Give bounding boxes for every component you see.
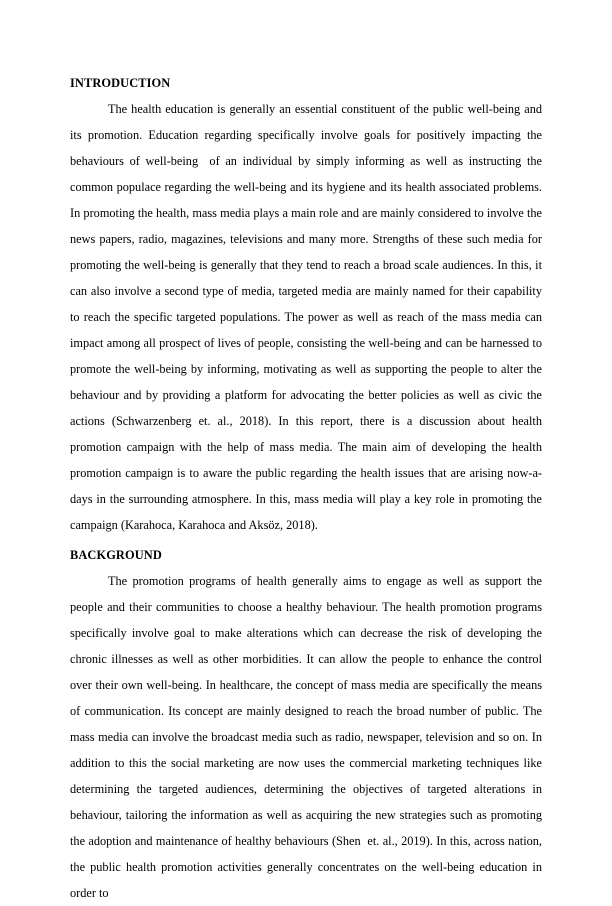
section-heading-background: BACKGROUND — [70, 548, 162, 562]
document-text-column — [70, 70, 546, 906]
paragraph-background-1: The promotion programs of health generally aims to engage as well as support the people and their communities to choose a healthy behaviour. The health promotion programs specifically involve goal to make alterations which can decrease the risk of developing the chronic illnesses as well as other morbidities. It can allow the people to enhance the control over their own well-being. In healthcare, the concept of mass media are specifically the means of communication. Its concept are mainly designed to reach the broad number of public. The mass media can involve the broadcast media such as radio, newspaper, television and so on. In addition to this the social marketing are now uses the commercial marketing techniques like determining the targeted audiences, determining the objectives of targeted alterations in behaviour, tailoring the information as well as acquiring the new strategies such as promoting the adoption and maintenance of healthy behaviours (Shen et. al., 2019). In this, across nation, the public health promotion activities generally concentrates on the well-being education in order to — [70, 574, 546, 900]
paragraph-introduction-1: The health education is generally an essential constituent of the public well-being and its promotion. Education regarding specifically involve goals for positively impacting the behaviours of well-being of an individual by simply informing as well as instructing the common populace regarding the well-being and its hygiene and its health associated problems. In promoting the health, mass media plays a main role and are mainly considered to involve the news papers, radio, magazines, televisions and many more. Strengths of these such media for promoting the well-being is generally that they tend to reach a broad scale audiences. In this, it can also involve a second type of media, targeted media are mainly named for their capability to reach the specific targeted populations. The power as well as reach of the mass media can impact among all prospect of lives of people, consisting the well-being and can be harnessed to promote the well-being by informing, motivating as well as supporting the people to alter the behaviour and by providing a platform for advocating the better policies as well as civic the actions (Schwarzenberg et. al., 2018). In this report, there is a discussion about health promotion campaign with the help of mass media. The main aim of developing the health promotion campaign is to aware the public regarding the health issues that are arising now-a-days in the surrounding atmosphere. In this, mass media will play a key role in promoting the campaign (Karahoca, Karahoca and Aksöz, 2018). — [70, 102, 546, 532]
section-heading-introduction: INTRODUCTION — [70, 76, 171, 90]
